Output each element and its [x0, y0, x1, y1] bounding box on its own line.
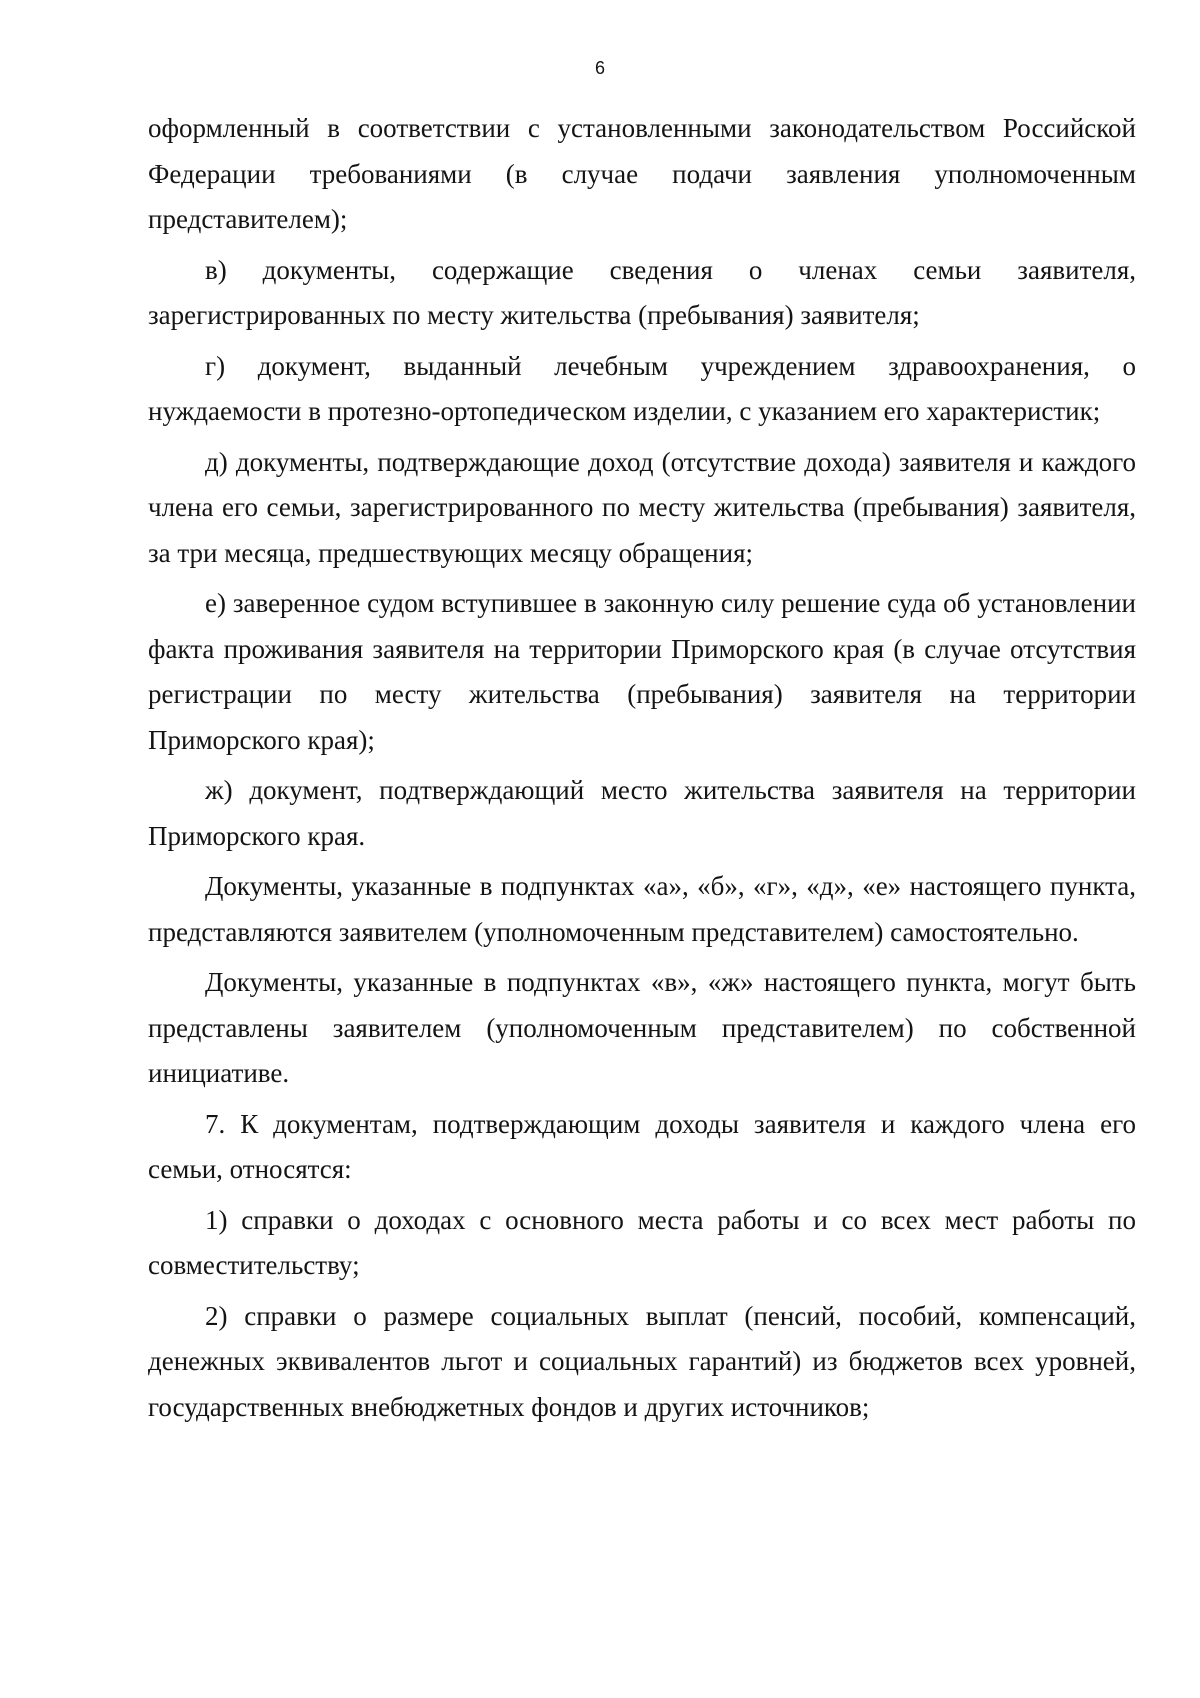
page-number: 6: [594, 58, 605, 78]
paragraph-documents-initiative: Документы, указанные в подпунктах «в», «ж» настоящего пункта, могут быть представлены заявителем (уполномоченным представителем) по собственной инициативе.: [148, 967, 1136, 1088]
paragraph-item-1: 1) справки о доходах с основного места работы и со всех мест работы по совместительству;: [148, 1204, 1136, 1280]
paragraph-item-zh: ж) документ, подтверждающий место жительства заявителя на территории Приморского края.: [148, 775, 1136, 851]
paragraph-item-2: 2) справки о размере социальных выплат (пенсий, пособий, компенсаций, денежных эквивалентов льгот и социальных гарантий) из бюджетов всех уровней, государственных внебюджетных фондов и других источников;: [148, 1300, 1136, 1422]
paragraph-item-g: г) документ, выданный лечебным учреждением здравоохранения, о нуждаемости в протезно-ортопедическом изделии, с указанием его характеристик;: [148, 350, 1136, 426]
paragraph-documents-self: Документы, указанные в подпунктах «а», «б», «г», «д», «е» настоящего пункта, представляются заявителем (уполномоченным представителем) самостоятельно.: [148, 871, 1136, 947]
document-body: [148, 106, 1136, 1435]
paragraph-continuation: оформленный в соответствии с установленными законодательством Российской Федерации требованиями (в случае подачи заявления уполномоченным представителем);: [148, 113, 1136, 234]
paragraph-item-v: в) документы, содержащие сведения о членах семьи заявителя, зарегистрированных по месту жительства (пребывания) заявителя;: [148, 254, 1136, 330]
paragraph-item-d: д) документы, подтверждающие доход (отсутствие дохода) заявителя и каждого члена его семьи, зарегистрированного по месту жительства (пребывания) заявителя, за три месяца, предшествующих месяцу обращения;: [148, 446, 1136, 568]
paragraph-clause-7: 7. К документам, подтверждающим доходы заявителя и каждого члена его семьи, относятся:: [148, 1108, 1136, 1184]
paragraph-item-e: е) заверенное судом вступившее в законную силу решение суда об установлении факта проживания заявителя на территории Приморского края (в случае отсутствия регистрации по месту жительства (пребывания) заявителя на территории Приморского края);: [148, 588, 1136, 755]
